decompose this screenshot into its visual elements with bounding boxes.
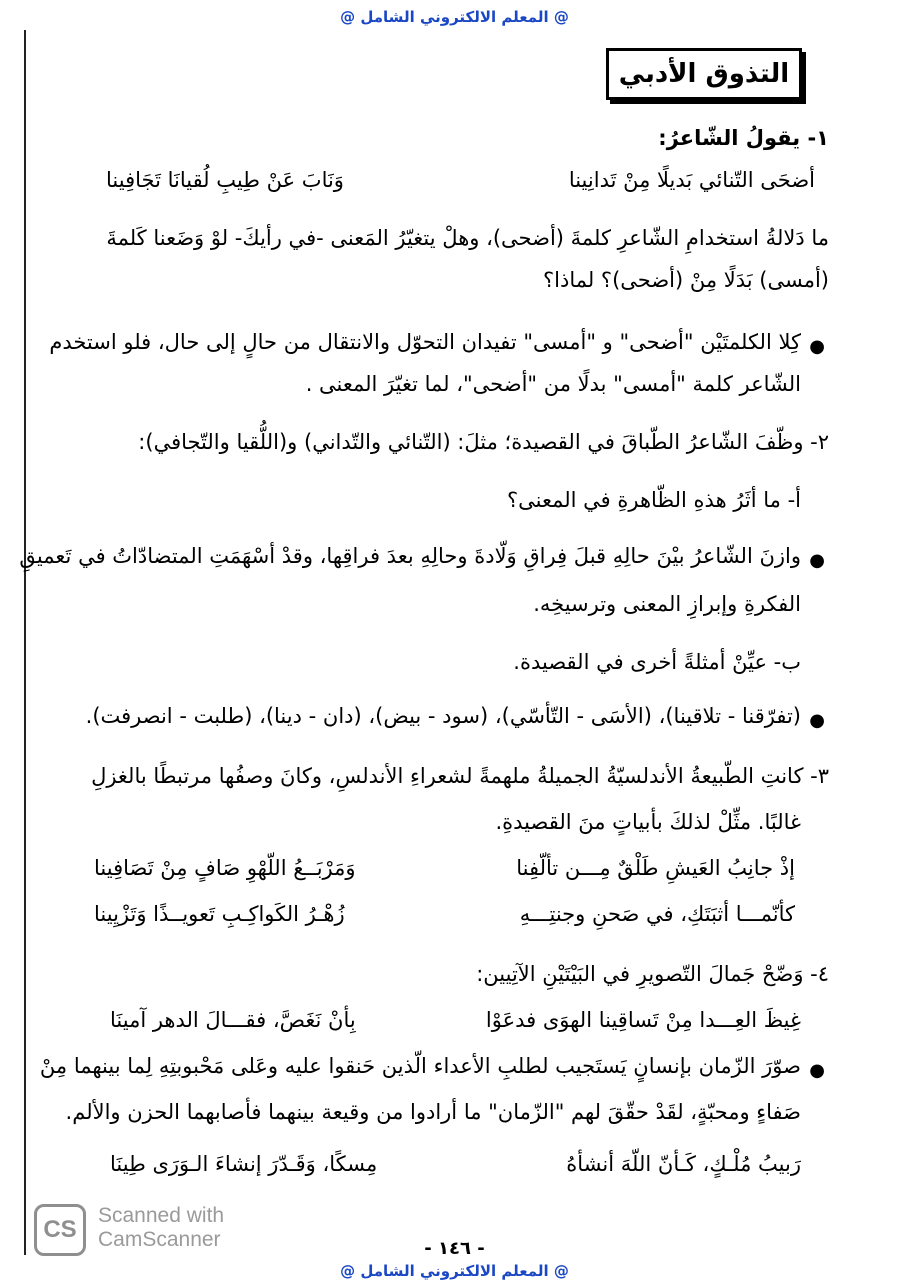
q1-verse-right: أضحَى التّنائي بَديلًا مِنْ تَدانِينا [568, 168, 815, 192]
page-number: - ١٤٦ - [424, 1238, 485, 1259]
q2-answer-a-line2: الفكرةِ وإبرازِ المعنى وترسيخِه. [533, 592, 801, 616]
q1-question-line1: ما دَلالةُ استخدامِ الشّاعرِ كلمةَ (أضحى)، وهلْ يتغيّرُ المَعنى -في رأيكَ- لوْ وَضَعنا كَلمةَ [106, 226, 829, 250]
bullet-icon: ● [809, 336, 825, 357]
watermark-line2: CamScanner [98, 1228, 221, 1251]
q3-verse2-left: زُهْـرُ الكَواكِـبِ تَعويــذًا وَتَزْيِينا [94, 902, 345, 926]
section-title: التذوق الأدبي [606, 48, 802, 100]
q4-answer-line2: صَفاءٍ ومحبّةٍ، لقَدْ حقّقَ لهم "الزّمان" ما أرادوا من وقيعة بينهما فأصابهما الحزن والألم. [65, 1100, 801, 1124]
q1-answer-line1: كِلا الكلمتَيْن "أضحى" و "أمسى" تفيدان التحوّل والانتقال من حالٍ إلى حال، فلو استخدم [49, 330, 801, 354]
q3-verse2-right: كأنّمـــا أثبَتَكِ، في صَحنِ وجنتِـــهِ [519, 902, 795, 926]
q4-verse2-left: مِسكًا، وَقَـدّرَ إنشاءَ الـوَرَى طِينَا [110, 1152, 378, 1176]
q1-verse-left: وَنَابَ عَنْ طِيبِ لُقيانَا تَجَافِينا [106, 168, 344, 192]
q2-sub-a: أ- ما أثَرُ هذهِ الظّاهرةِ في المعنى؟ [506, 488, 801, 512]
q2-answer-a-line1: وازنَ الشّاعرُ بيْنَ حالِهِ قبلَ فِراقِ وَلّادةَ وحالِهِ بعدَ فراقِها، وقدْ أسْهَمَتِ المتضادّاتُ في تَعميقِ [19, 544, 801, 568]
question-3-intro-line2: غالبًا. مثِّلْ لذلكَ بأبياتٍ منَ القصيدةِ. [495, 810, 801, 834]
bullet-icon: ● [809, 710, 825, 731]
question-1-intro: ١- يقولُ الشّاعرُ: [658, 126, 829, 150]
bullet-icon: ● [809, 1060, 825, 1081]
q1-answer-line2: الشّاعر كلمة "أمسى" بدلًا من "أضحى"، لما تغيّرَ المعنى . [305, 372, 801, 396]
q3-verse1-left: وَمَرْبَــعُ اللّهْوِ صَافٍ مِنْ تَصَافِينا [94, 856, 356, 880]
page-left-border [24, 30, 26, 1255]
q4-verse2-right: رَبيبُ مُلْـكٍ، كَـأنّ اللّهَ أنشأهُ [566, 1152, 801, 1176]
bullet-icon: ● [809, 550, 825, 571]
page-footer: @ المعلم الالكتروني الشامل @ [340, 1262, 569, 1280]
question-4-intro: ٤- وَضّحْ جَمالَ التّصويرِ في البَيْتَيْنِ الآتِيين: [476, 962, 829, 986]
q2-sub-b: ب- عيِّنْ أمثلةً أخرى في القصيدة. [513, 650, 801, 674]
q1-question-line2: (أمسى) بَدَلًا مِنْ (أضحى)؟ لماذا؟ [542, 268, 829, 292]
page-header: @ المعلم الالكتروني الشامل @ [340, 8, 569, 26]
q4-verse1-right: غِيظَ العِـــدا مِنْ تَساقِينا الهوَى فدعَوْا [485, 1008, 801, 1032]
camscanner-logo-icon: CS [34, 1204, 86, 1256]
question-2-intro: ٢- وظّفَ الشّاعرُ الطّباقَ في القصيدة؛ مثلَ: (التّنائي والتّداني) و(اللُّقيا والتّجافي): [138, 430, 829, 454]
q4-verse1-left: بِأنْ نَغَصَّ، فقـــالَ الدهر آمينَا [110, 1008, 356, 1032]
q4-answer-line1: صوّرَ الزّمان بإنسانٍ يَستَجيب لطلبِ الأعداء الّذين حَنقوا عليه وعَلى مَحْبوبتِهِ لِما بينهما مِنْ [39, 1054, 801, 1078]
watermark-line1: Scanned with [98, 1204, 225, 1227]
question-3-intro-line1: ٣- كانتِ الطّبيعةُ الأندلسيّةُ الجميلةُ ملهمةً لشعراءِ الأندلسِ، وكانَ وصفُها مرتبطًا بالغزلِ [91, 764, 829, 788]
q2-answer-b: (تفرّقنا - تلاقينا)، (الأسَى - التّأسّي)، (سود - بيض)، (دان - دينا)، (طلبت - انصرفت). [85, 704, 801, 728]
q3-verse1-right: إذْ جانِبُ العَيشِ طَلْقٌ مِـــن تألّفِنا [516, 856, 795, 880]
